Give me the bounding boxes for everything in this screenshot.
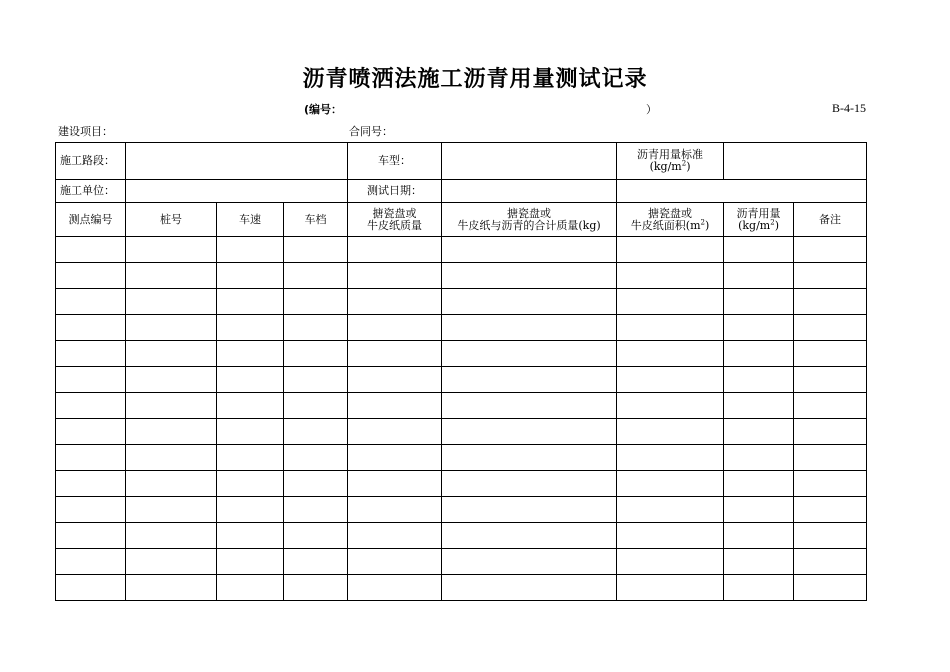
table-cell[interactable] xyxy=(284,497,348,523)
data-rows xyxy=(56,237,867,601)
table-row xyxy=(56,289,867,315)
table-cell[interactable] xyxy=(794,419,867,445)
table-cell[interactable] xyxy=(794,237,867,263)
table-cell[interactable] xyxy=(56,575,126,601)
table-cell[interactable] xyxy=(617,289,724,315)
table-cell[interactable] xyxy=(617,549,724,575)
table-cell[interactable] xyxy=(126,263,217,289)
table-cell[interactable] xyxy=(442,237,617,263)
table-cell[interactable] xyxy=(348,341,442,367)
table-cell[interactable] xyxy=(617,419,724,445)
col-gear: 车档 xyxy=(284,203,348,237)
table-row xyxy=(56,315,867,341)
date-label: 测试日期： xyxy=(348,180,442,203)
unit-label: 施工单位： xyxy=(56,180,126,203)
date-extra-cell[interactable] xyxy=(617,180,867,203)
table-cell[interactable] xyxy=(442,471,617,497)
table-cell[interactable] xyxy=(724,393,794,419)
table-cell[interactable] xyxy=(56,497,126,523)
table-row xyxy=(56,575,867,601)
table-cell[interactable] xyxy=(217,575,284,601)
table-cell[interactable] xyxy=(348,549,442,575)
table-cell[interactable] xyxy=(617,367,724,393)
vehicle-label: 车型： xyxy=(348,143,442,180)
table-cell[interactable] xyxy=(56,263,126,289)
table-cell[interactable] xyxy=(442,367,617,393)
table-cell[interactable] xyxy=(284,471,348,497)
table-row xyxy=(56,523,867,549)
table-cell[interactable] xyxy=(794,445,867,471)
table-cell[interactable] xyxy=(617,445,724,471)
table-cell[interactable] xyxy=(442,445,617,471)
record-table xyxy=(55,142,867,601)
table-cell[interactable] xyxy=(56,523,126,549)
table-cell[interactable] xyxy=(284,393,348,419)
table-cell[interactable] xyxy=(217,237,284,263)
table-cell[interactable] xyxy=(217,497,284,523)
table-cell[interactable] xyxy=(617,341,724,367)
table-cell[interactable] xyxy=(348,471,442,497)
table-cell[interactable] xyxy=(284,575,348,601)
table-cell[interactable] xyxy=(724,497,794,523)
col-station: 桩号 xyxy=(126,203,217,237)
table-cell[interactable] xyxy=(217,523,284,549)
table-cell[interactable] xyxy=(794,497,867,523)
table-cell[interactable] xyxy=(724,419,794,445)
number-close-paren: ） xyxy=(646,103,657,116)
col-area: 搪瓷盘或 牛皮纸面积$(m^2)$ xyxy=(617,203,724,237)
standard-value-cell[interactable] xyxy=(724,143,867,180)
table-cell[interactable] xyxy=(56,445,126,471)
table-cell[interactable] xyxy=(56,315,126,341)
table-cell[interactable] xyxy=(126,419,217,445)
table-cell[interactable] xyxy=(724,367,794,393)
table-cell[interactable] xyxy=(617,497,724,523)
table-cell[interactable] xyxy=(56,341,126,367)
table-cell[interactable] xyxy=(217,263,284,289)
vehicle-value-cell[interactable] xyxy=(442,143,617,180)
table-cell[interactable] xyxy=(442,263,617,289)
form-code: B-4-15 xyxy=(832,101,866,115)
road-label: 施工路段： xyxy=(56,143,126,180)
table-cell[interactable] xyxy=(442,341,617,367)
table-cell[interactable] xyxy=(794,575,867,601)
table-row xyxy=(56,263,867,289)
table-cell[interactable] xyxy=(126,289,217,315)
table-cell[interactable] xyxy=(724,315,794,341)
table-cell[interactable] xyxy=(56,367,126,393)
table-cell[interactable] xyxy=(284,289,348,315)
table-cell[interactable] xyxy=(348,523,442,549)
table-cell[interactable] xyxy=(56,419,126,445)
table-row xyxy=(56,367,867,393)
col-usage: 沥青用量 $(kg/m^2)$ xyxy=(724,203,794,237)
table-row xyxy=(56,549,867,575)
number-label: (编号： xyxy=(304,103,343,116)
table-cell[interactable] xyxy=(442,549,617,575)
table-cell[interactable] xyxy=(442,419,617,445)
col-point-no: 测点编号 xyxy=(56,203,126,237)
table-cell[interactable] xyxy=(724,471,794,497)
table-cell[interactable] xyxy=(284,523,348,549)
col-remark: 备注 xyxy=(794,203,867,237)
table-cell[interactable] xyxy=(724,341,794,367)
table-cell[interactable] xyxy=(794,315,867,341)
table-cell[interactable] xyxy=(724,263,794,289)
table-row xyxy=(56,471,867,497)
table-cell[interactable] xyxy=(56,237,126,263)
table-cell[interactable] xyxy=(56,289,126,315)
table-cell[interactable] xyxy=(126,315,217,341)
table-cell[interactable] xyxy=(348,393,442,419)
table-cell[interactable] xyxy=(794,367,867,393)
table-cell[interactable] xyxy=(56,393,126,419)
col-total-mass: 搪瓷盘或 牛皮纸与沥青的合计质量(kg) xyxy=(442,203,617,237)
table-row xyxy=(56,497,867,523)
table-cell[interactable] xyxy=(724,289,794,315)
table-cell[interactable] xyxy=(126,445,217,471)
table-cell[interactable] xyxy=(126,497,217,523)
table-cell[interactable] xyxy=(348,575,442,601)
table-cell[interactable] xyxy=(348,445,442,471)
table-cell[interactable] xyxy=(724,445,794,471)
table-cell[interactable] xyxy=(217,471,284,497)
table-cell[interactable] xyxy=(724,237,794,263)
table-cell[interactable] xyxy=(56,549,126,575)
table-cell[interactable] xyxy=(348,315,442,341)
table-cell[interactable] xyxy=(217,315,284,341)
table-cell[interactable] xyxy=(442,289,617,315)
page-title: 沥青喷洒法施工沥青用量测试记录 xyxy=(302,67,648,92)
table-row xyxy=(56,341,867,367)
table-cell[interactable] xyxy=(284,419,348,445)
table-cell[interactable] xyxy=(348,263,442,289)
table-cell[interactable] xyxy=(348,237,442,263)
table-cell[interactable] xyxy=(442,523,617,549)
table-cell[interactable] xyxy=(126,575,217,601)
table-cell[interactable] xyxy=(348,419,442,445)
table-cell[interactable] xyxy=(617,393,724,419)
table-row xyxy=(56,393,867,419)
table-cell[interactable] xyxy=(794,263,867,289)
contract-label: 合同号： xyxy=(349,125,393,138)
table-cell[interactable] xyxy=(442,575,617,601)
table-cell[interactable] xyxy=(724,523,794,549)
project-label: 建设项目： xyxy=(58,125,113,138)
table-cell[interactable] xyxy=(284,549,348,575)
col-tray-mass: 搪瓷盘或 牛皮纸质量 xyxy=(348,203,442,237)
table-cell[interactable] xyxy=(217,289,284,315)
table-cell[interactable] xyxy=(284,237,348,263)
table-cell[interactable] xyxy=(617,523,724,549)
table-row xyxy=(56,237,867,263)
table-cell[interactable] xyxy=(126,549,217,575)
table-row xyxy=(56,419,867,445)
table-cell[interactable] xyxy=(217,341,284,367)
table-cell[interactable] xyxy=(442,393,617,419)
table-cell[interactable] xyxy=(284,367,348,393)
table-cell[interactable] xyxy=(617,263,724,289)
table-cell[interactable] xyxy=(284,341,348,367)
table-cell[interactable] xyxy=(284,263,348,289)
table-cell[interactable] xyxy=(617,471,724,497)
date-value-cell[interactable] xyxy=(442,180,617,203)
table-cell[interactable] xyxy=(126,341,217,367)
table-cell[interactable] xyxy=(794,523,867,549)
table-cell[interactable] xyxy=(794,471,867,497)
table-cell[interactable] xyxy=(126,367,217,393)
table-cell[interactable] xyxy=(794,341,867,367)
table-cell[interactable] xyxy=(217,549,284,575)
table-cell[interactable] xyxy=(126,523,217,549)
table-cell[interactable] xyxy=(217,393,284,419)
table-cell[interactable] xyxy=(617,575,724,601)
table-cell[interactable] xyxy=(617,237,724,263)
table-cell[interactable] xyxy=(794,549,867,575)
table-cell[interactable] xyxy=(348,367,442,393)
table-cell[interactable] xyxy=(217,445,284,471)
table-cell[interactable] xyxy=(126,393,217,419)
table-cell[interactable] xyxy=(56,471,126,497)
road-value-cell[interactable] xyxy=(126,143,348,180)
table-cell[interactable] xyxy=(217,367,284,393)
table-cell[interactable] xyxy=(724,549,794,575)
table-cell[interactable] xyxy=(794,393,867,419)
table-cell[interactable] xyxy=(442,497,617,523)
standard-label: 沥青用量标准 $(kg/m^2)$ xyxy=(617,143,724,180)
table-cell[interactable] xyxy=(617,315,724,341)
table-cell[interactable] xyxy=(217,419,284,445)
table-cell[interactable] xyxy=(284,445,348,471)
table-cell[interactable] xyxy=(126,237,217,263)
table-cell[interactable] xyxy=(794,289,867,315)
table-cell[interactable] xyxy=(442,315,617,341)
table-cell[interactable] xyxy=(348,497,442,523)
table-cell[interactable] xyxy=(724,575,794,601)
col-speed: 车速 xyxy=(217,203,284,237)
table-cell[interactable] xyxy=(348,289,442,315)
table-row xyxy=(56,445,867,471)
unit-value-cell[interactable] xyxy=(126,180,348,203)
table-cell[interactable] xyxy=(126,471,217,497)
table-cell[interactable] xyxy=(284,315,348,341)
